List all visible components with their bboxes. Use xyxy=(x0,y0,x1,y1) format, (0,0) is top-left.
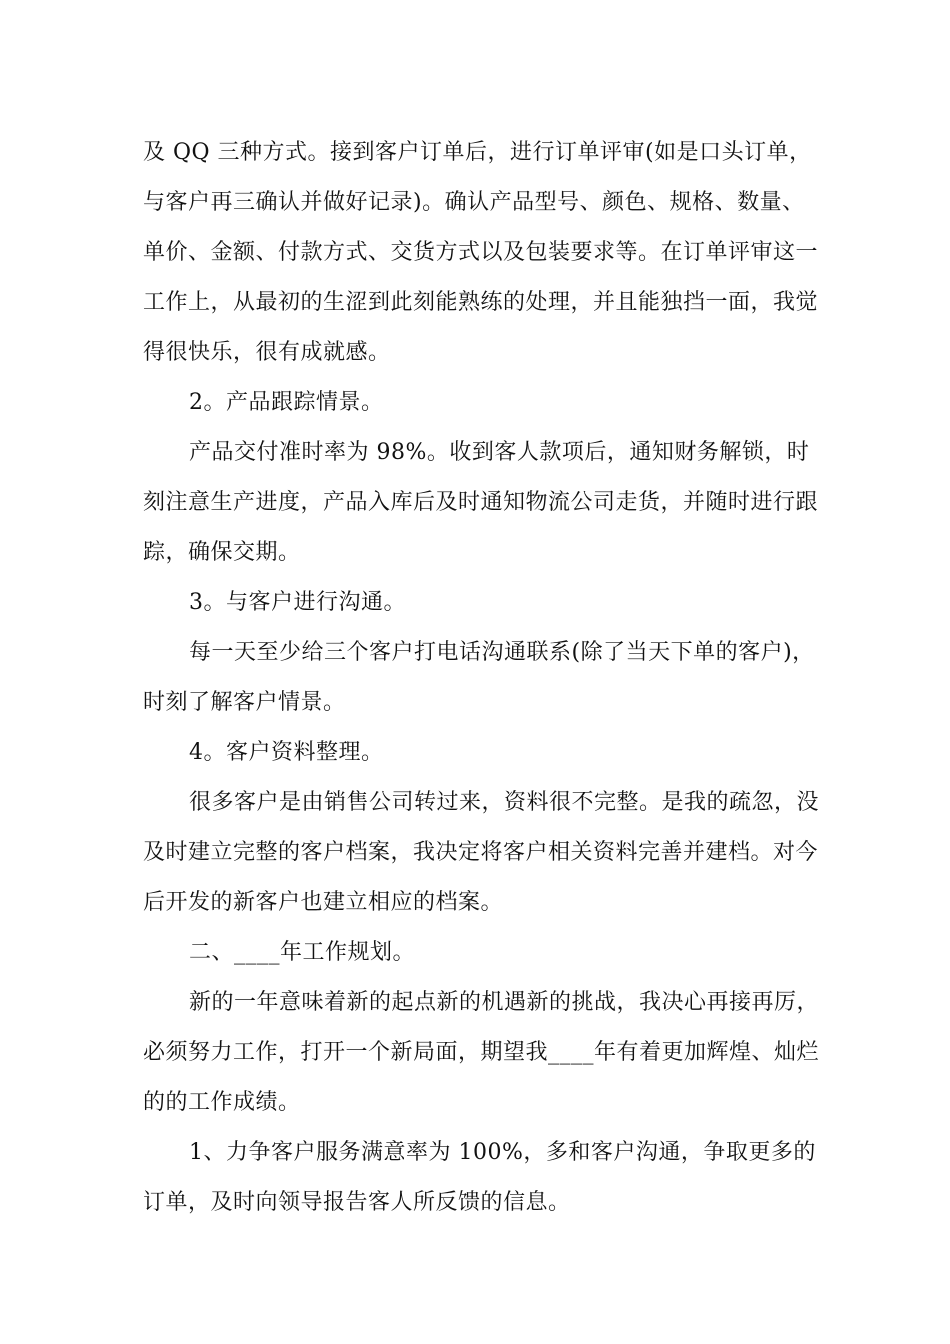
paragraph-plan-item-1: 1、力争客户服务满意率为 100%，多和客户沟通，争取更多的订单，及时向领导报告客人所反馈的信息。 xyxy=(143,1140,816,1215)
paragraph-customer-records: 很多客户是由销售公司转过来，资料很不完整。是我的疏忽，没及时建立完整的客户档案，我决定将客户相关资料完善并建档。对今后开发的新客户也建立相应的档案。 xyxy=(143,790,820,915)
heading-customer-records: 4。客户资料整理。 xyxy=(189,740,384,765)
paragraph-product-tracking: 产品交付准时率为 98%。收到客人款项后，通知财务解锁，时刻注意生产进度，产品入库后及时通知物流公司走货，并随时进行跟踪，确保交期。 xyxy=(143,440,819,565)
heading-customer-communication: 3。与客户进行沟通。 xyxy=(189,590,406,615)
document-body xyxy=(143,128,823,1228)
paragraph-customer-communication: 每一天至少给三个客户打电话沟通联系(除了当天下单的客户)，时刻了解客户情景。 xyxy=(143,640,815,715)
heading-work-plan: 二、____年工作规划。 xyxy=(189,940,416,965)
paragraph-order-review: 及 QQ 三种方式。接到客户订单后，进行订单评审(如是口头订单，与客户再三确认并做好记录)。确认产品型号、颜色、规格、数量、单价、金额、付款方式、交货方式以及包装要求等。在订单评审这一工作上，从最初的生涩到此刻能熟练的处理，并且能独挡一面，我觉得很快乐，很有成就感。 xyxy=(143,140,819,365)
paragraph-work-plan: 新的一年意味着新的起点新的机遇新的挑战，我决心再接再厉，必须努力工作，打开一个新局面，期望我____年有着更加辉煌、灿烂的的工作成绩。 xyxy=(143,990,820,1115)
heading-product-tracking: 2。产品跟踪情景。 xyxy=(189,390,384,415)
